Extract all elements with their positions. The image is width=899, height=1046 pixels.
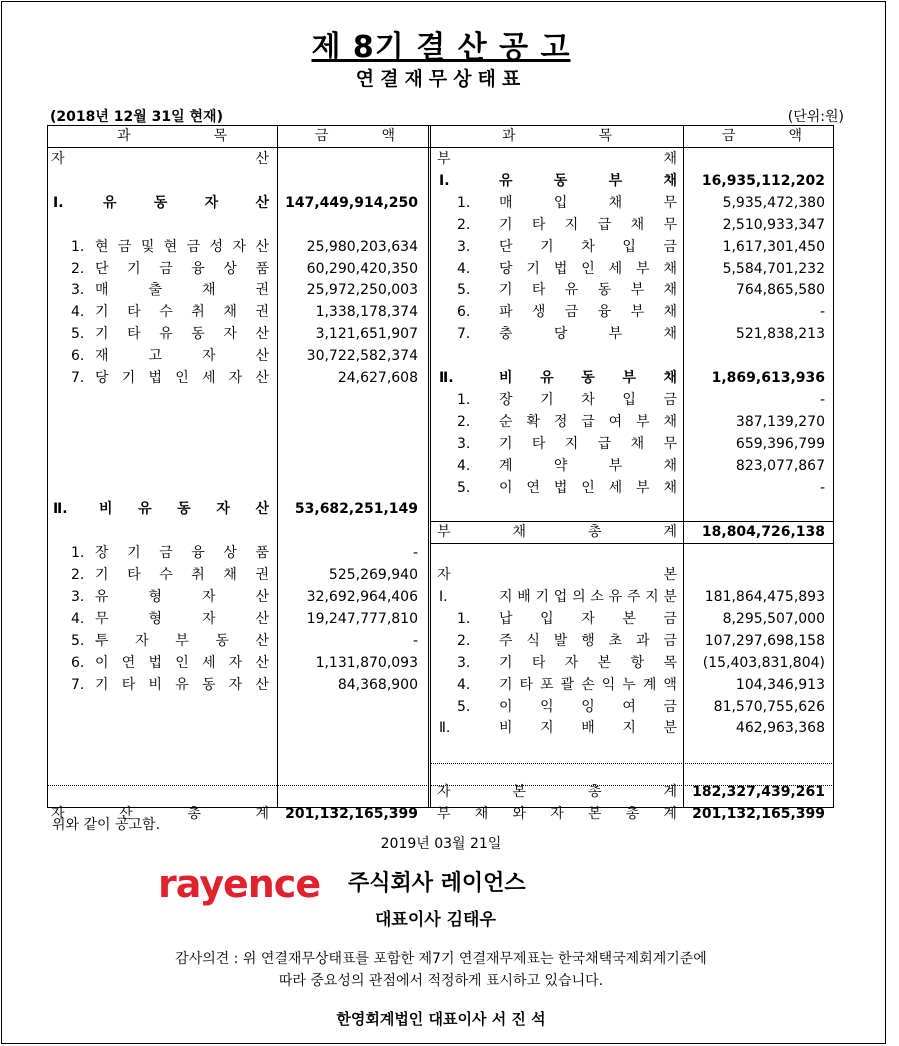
row-number: 6. bbox=[457, 304, 471, 321]
row-number: 3. bbox=[457, 435, 471, 452]
row-number: 4. bbox=[457, 676, 471, 693]
row-number: 5. bbox=[457, 282, 471, 299]
row-number: 2. bbox=[71, 260, 85, 277]
row-number: 5. bbox=[457, 479, 471, 496]
total-liabilities-amount: 18,804,726,138 bbox=[701, 524, 825, 541]
row-label: 기 타 비 유 동 자 산 bbox=[95, 676, 269, 693]
report-date: (2018년 12월 31일 현재) bbox=[50, 109, 223, 125]
row-amount: 84,368,900 bbox=[337, 676, 418, 693]
row-amount: 659,396,799 bbox=[735, 435, 825, 452]
section-char: 산 bbox=[255, 151, 269, 167]
row-label: 납 입 자 본 금 bbox=[499, 610, 677, 627]
row-amount: 764,865,580 bbox=[735, 282, 825, 299]
total-assets-amount: 201,132,165,399 bbox=[285, 805, 418, 822]
currency-unit: (단위:원) bbox=[787, 109, 844, 125]
row-amount: 53,682,251,149 bbox=[294, 501, 418, 518]
row-number: 1. bbox=[457, 194, 471, 211]
row-amount: - bbox=[819, 304, 825, 321]
row-amount: - bbox=[412, 545, 418, 562]
total-liabilities-equity-amount: 201,132,165,399 bbox=[692, 805, 825, 822]
row-number: 5. bbox=[71, 326, 85, 343]
row-label: 비 유 동 자 산 bbox=[99, 501, 269, 518]
row-label: 순 확 정 급 여 부 채 bbox=[499, 413, 677, 430]
row-amount: 30,722,582,374 bbox=[306, 348, 418, 365]
row-amount: 81,570,755,626 bbox=[713, 698, 825, 715]
left-item-header: 과 목 bbox=[117, 128, 227, 144]
row-number: 1. bbox=[457, 391, 471, 408]
right-item-header: 과 목 bbox=[502, 128, 612, 144]
row-label: 당 기 법 인 세 부 채 bbox=[499, 260, 677, 277]
row-label: 기 타 수 취 채 권 bbox=[95, 304, 269, 321]
row-label: 기 타 지 급 채 무 bbox=[499, 435, 677, 452]
row-label: 계 약 부 채 bbox=[499, 457, 677, 474]
row-amount: 1,131,870,093 bbox=[315, 654, 418, 671]
row-number: 7. bbox=[457, 326, 471, 343]
table-left-border bbox=[47, 125, 48, 808]
row-label: 유 형 자 산 bbox=[95, 589, 269, 605]
row-number: 3. bbox=[71, 589, 85, 605]
row-number: Ⅱ. bbox=[439, 370, 454, 386]
row-number: 2. bbox=[457, 413, 471, 430]
row-label: 기 타 지 급 채 무 bbox=[499, 216, 677, 233]
page-title: 제 8기 결 산 공 고 bbox=[311, 30, 571, 65]
equity-total-divider bbox=[431, 763, 834, 764]
center-divider bbox=[428, 125, 431, 808]
row-label: 무 형 자 산 bbox=[95, 610, 269, 627]
company-name: 주식회사 레이언스 bbox=[348, 871, 526, 896]
row-number: 4. bbox=[457, 457, 471, 474]
row-number: Ⅱ. bbox=[53, 501, 68, 518]
balance-sheet-table bbox=[47, 125, 834, 822]
auditor-name: 한영회계법인 대표이사 서 진 석 bbox=[336, 1010, 546, 1028]
row-number: Ⅰ. bbox=[439, 172, 450, 189]
row-amount: 25,972,250,003 bbox=[306, 282, 418, 299]
row-label: 이 연 법 인 세 자 산 bbox=[95, 654, 269, 671]
row-number: 7. bbox=[71, 676, 85, 693]
row-label: 재 고 자 산 bbox=[95, 348, 269, 365]
row-amount: 521,838,213 bbox=[735, 326, 825, 343]
row-label: 현 금 및 현 금 성 자 산 bbox=[95, 238, 269, 255]
row-number: 7. bbox=[71, 370, 85, 386]
row-amount: - bbox=[819, 391, 825, 408]
row-label: 주 식 발 행 초 과 금 bbox=[499, 632, 677, 649]
row-number: 3. bbox=[71, 282, 85, 299]
row-label: 장 기 금 융 상 품 bbox=[95, 545, 269, 562]
row-amount: 5,935,472,380 bbox=[722, 194, 825, 211]
row-number: 4. bbox=[457, 260, 471, 277]
liabilities-section-header bbox=[437, 148, 677, 170]
right-amount-header: 금 액 bbox=[722, 128, 802, 144]
row-amount: 60,290,420,350 bbox=[306, 260, 418, 277]
row-amount: 823,077,867 bbox=[735, 457, 825, 474]
section-char: 자 bbox=[51, 151, 65, 167]
section-char: 본 bbox=[663, 567, 677, 584]
row-number: 3. bbox=[457, 654, 471, 671]
row-number: 1. bbox=[71, 238, 85, 255]
row-number: 6. bbox=[71, 348, 85, 365]
audit-opinion-line1: 감사의견 : 위 연결재무상태표를 포함한 제7기 연결재무제표는 한국채택국제회계기준에 bbox=[175, 951, 707, 967]
row-amount: 107,297,698,158 bbox=[704, 632, 825, 649]
row-number: 3. bbox=[457, 238, 471, 255]
row-amount: 24,627,608 bbox=[337, 370, 418, 386]
assets-section-header bbox=[51, 148, 269, 170]
row-amount: 32,692,964,406 bbox=[306, 589, 418, 605]
row-number: Ⅰ. bbox=[53, 194, 64, 211]
row-number: 2. bbox=[71, 567, 85, 584]
row-amount: 525,269,940 bbox=[328, 567, 418, 584]
equity-section-header bbox=[437, 564, 677, 586]
section-char: 채 bbox=[663, 151, 677, 167]
notice-date: 2019년 03월 21일 bbox=[380, 836, 502, 852]
row-amount: 1,869,613,936 bbox=[711, 370, 825, 386]
row-number: 4. bbox=[71, 304, 85, 321]
row-number: 4. bbox=[71, 610, 85, 627]
row-label: 단 기 차 입 금 bbox=[499, 238, 677, 255]
row-number: 1. bbox=[71, 545, 85, 562]
row-number: 6. bbox=[71, 654, 85, 671]
total-liabilities-label: 부 채 총 계 bbox=[437, 524, 677, 541]
total-equity-label: 자 본 총 계 bbox=[437, 783, 677, 800]
section-char: 부 bbox=[437, 151, 451, 167]
row-label: 비 유 동 부 채 bbox=[499, 370, 677, 386]
table-right-border bbox=[833, 125, 834, 808]
row-label: 기 타 수 취 채 권 bbox=[95, 567, 269, 584]
row-amount: 25,980,203,634 bbox=[306, 238, 418, 255]
row-label: 장 기 차 입 금 bbox=[499, 391, 677, 408]
row-amount: 8,295,507,000 bbox=[722, 610, 825, 627]
row-label: 이 익 잉 여 금 bbox=[499, 698, 677, 715]
row-amount: 104,346,913 bbox=[735, 676, 825, 693]
notice-text: 위와 같이 공고함. bbox=[52, 817, 161, 833]
row-number: 1. bbox=[457, 610, 471, 627]
row-number: Ⅰ. bbox=[439, 589, 448, 605]
row-amount: 2,510,933,347 bbox=[722, 216, 825, 233]
row-amount: - bbox=[412, 632, 418, 649]
row-label: 매 출 채 권 bbox=[95, 282, 269, 299]
section-char: 자 bbox=[437, 567, 451, 584]
row-amount: 147,449,914,250 bbox=[285, 194, 418, 211]
row-label: 기 타 자 본 항 목 bbox=[499, 654, 677, 671]
rayence-logo: rayence bbox=[158, 862, 321, 906]
total-liabilities-equity-label: 부 채 와 자 본 총 계 bbox=[437, 805, 677, 822]
row-label: 기 타 유 동 부 채 bbox=[499, 282, 677, 299]
row-label: 지 배 기 업 의 소 유 주 지 분 bbox=[499, 589, 677, 605]
row-amount: 3,121,651,907 bbox=[315, 326, 418, 343]
row-amount: 1,338,178,374 bbox=[315, 304, 418, 321]
row-amount: 1,617,301,450 bbox=[722, 238, 825, 255]
row-label: 유 동 자 산 bbox=[103, 194, 269, 211]
row-label: 이 연 법 인 세 부 채 bbox=[499, 479, 677, 496]
row-amount: (15,403,831,804) bbox=[702, 654, 825, 671]
row-amount: 387,139,270 bbox=[735, 413, 825, 430]
row-label: 유 동 부 채 bbox=[499, 172, 677, 189]
row-label: 기 타 유 동 자 산 bbox=[95, 326, 269, 343]
row-number: 5. bbox=[457, 698, 471, 715]
row-number: Ⅱ. bbox=[439, 720, 451, 737]
row-label: 기 타 포 괄 손 익 누 계 액 bbox=[499, 676, 677, 693]
row-label: 매 입 채 무 bbox=[499, 194, 677, 211]
row-amount: 462,963,368 bbox=[735, 720, 825, 737]
page-subtitle: 연결재무상태표 bbox=[355, 68, 527, 90]
row-amount: 16,935,112,202 bbox=[701, 172, 825, 189]
row-label: 단 기 금 융 상 품 bbox=[95, 260, 269, 277]
total-equity-amount: 182,327,439,261 bbox=[692, 783, 825, 800]
total-assets-label: 자 산 총 계 bbox=[51, 805, 269, 822]
row-number: 5. bbox=[71, 632, 85, 649]
row-label: 파 생 금 융 부 채 bbox=[499, 304, 677, 321]
audit-opinion-line2: 따라 중요성의 관점에서 적정하게 표시하고 있습니다. bbox=[278, 973, 604, 989]
left-amount-header: 금 액 bbox=[315, 128, 395, 144]
asset-total-divider bbox=[47, 785, 431, 786]
row-label: 투 자 부 동 산 bbox=[95, 632, 269, 649]
row-amount: 181,864,475,893 bbox=[704, 589, 825, 605]
row-label: 충 당 부 채 bbox=[499, 326, 677, 343]
row-number: 2. bbox=[457, 632, 471, 649]
row-amount: 19,247,777,810 bbox=[306, 610, 418, 627]
row-label: 비 지 배 지 분 bbox=[499, 720, 677, 737]
row-amount: - bbox=[819, 479, 825, 496]
left-amount-divider bbox=[277, 125, 278, 808]
ceo-name: 대표이사 김태우 bbox=[375, 910, 496, 930]
row-number: 2. bbox=[457, 216, 471, 233]
row-label: 당 기 법 인 세 자 산 bbox=[95, 370, 269, 386]
row-amount: 5,584,701,232 bbox=[722, 260, 825, 277]
